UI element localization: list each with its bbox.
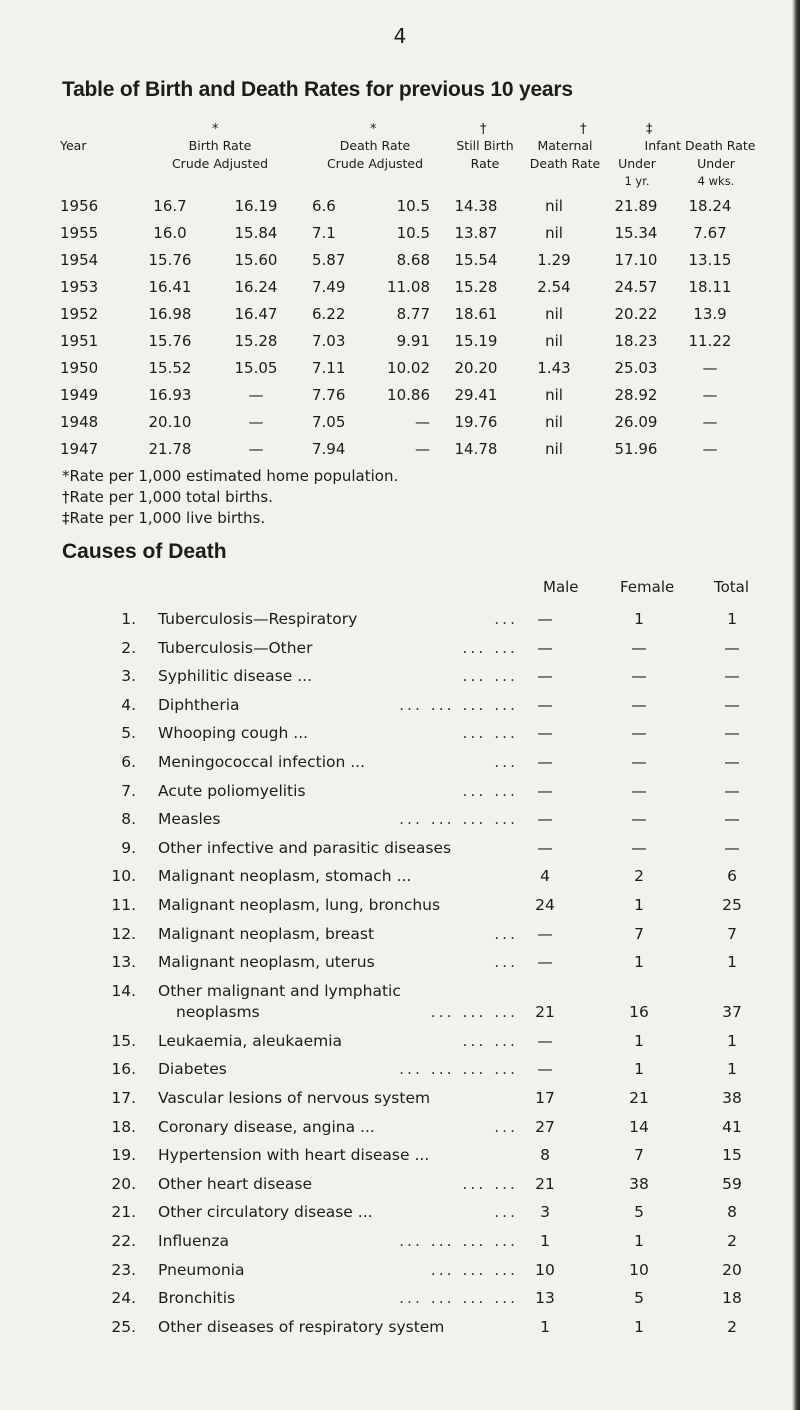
male-value: 13 [535, 1289, 555, 1308]
cause-label: Coronary disease, angina ... [158, 1117, 375, 1136]
male-value: — [537, 1031, 553, 1050]
cause-label: Acute poliomyelitis [158, 781, 306, 800]
total-value: 15 [722, 1146, 742, 1165]
year-cell: 1951 [60, 332, 99, 350]
cause-number: 13. [111, 953, 136, 972]
birth-adjusted-cell: 16.47 [234, 305, 278, 323]
leader-dots: ... [494, 753, 518, 771]
header-under-1yr-sub: 1 yr. [624, 174, 650, 188]
female-value: 1 [634, 896, 644, 914]
total-value: 18 [722, 1289, 742, 1308]
still-birth-cell: 29.41 [454, 386, 498, 404]
table-row [0, 413, 800, 443]
col-male-header: Male [543, 578, 579, 596]
cause-number: 3. [121, 667, 136, 686]
cause-number: 8. [121, 810, 136, 829]
leader-dots: ... ... ... [430, 1260, 518, 1279]
still-birth-cell: 13.87 [454, 224, 498, 242]
header-maternal: Maternal [537, 138, 593, 153]
total-value: 2 [727, 1232, 737, 1250]
birth-crude-cell: 15.76 [148, 251, 192, 269]
female-value: 16 [629, 1002, 649, 1021]
birth-crude-cell: 16.98 [148, 305, 192, 323]
maternal-cell: 1.43 [537, 359, 571, 377]
death-crude-cell: 7.94 [312, 440, 346, 458]
total-value: — [724, 695, 740, 714]
table-row [0, 278, 800, 308]
birth-crude-cell: 21.78 [148, 440, 192, 458]
female-value: 38 [629, 1174, 649, 1193]
infant-mark: ‡ [646, 122, 653, 137]
total-value: 7 [727, 924, 737, 943]
birth-crude-cell: 20.10 [148, 413, 192, 431]
male-value: 3 [540, 1203, 550, 1222]
death-adjusted-cell: — [415, 413, 430, 431]
maternal-cell: nil [545, 197, 563, 215]
cause-label: Meningococcal infection ... [158, 753, 366, 771]
male-value: 17 [535, 1089, 555, 1107]
still-birth-cell: 14.78 [454, 440, 498, 458]
infant-under-1yr-cell: 28.92 [614, 386, 658, 404]
maternal-cell: nil [545, 224, 563, 242]
leader-dots: ... ... ... [430, 1002, 518, 1021]
rates-table-title: Table of Birth and Death Rates for previous 10 years [62, 78, 573, 101]
cause-label: Other infective and parasitic diseases [158, 838, 452, 857]
death-crude-cell: 7.03 [312, 332, 346, 350]
infant-under-1yr-cell: 21.89 [614, 197, 658, 215]
table-row [0, 224, 800, 254]
birth-adjusted-cell: — [248, 386, 264, 404]
leader-dots: ... ... ... ... [399, 1232, 518, 1250]
infant-under-4wks-cell: 11.22 [688, 332, 732, 350]
header-birth-rate: Birth Rate [188, 138, 252, 153]
table-row [0, 359, 800, 389]
header-birth-sub: Crude Adjusted [171, 156, 269, 171]
cause-number: 20. [111, 1174, 136, 1193]
maternal-cell: nil [545, 413, 563, 431]
year-cell: 1949 [60, 386, 99, 404]
still-birth-cell: 15.19 [454, 332, 498, 350]
table-row [0, 305, 800, 335]
death-adjusted-cell: 10.5 [396, 197, 430, 215]
total-value: 37 [722, 1002, 742, 1021]
male-value: 1 [540, 1232, 550, 1250]
cause-label: Other diseases of respiratory system [158, 1317, 445, 1336]
cause-number: 4. [121, 695, 136, 714]
cause-number: 24. [111, 1289, 136, 1308]
birth-crude-cell: 16.0 [153, 224, 187, 242]
female-value: 5 [634, 1289, 644, 1308]
female-value: 10 [629, 1260, 649, 1279]
header-maternal-sub: Death Rate [529, 156, 601, 171]
male-value: — [537, 638, 553, 657]
table-row [0, 332, 800, 362]
maternal-cell: nil [545, 332, 563, 350]
maternal-cell: nil [545, 305, 563, 323]
cause-number: 10. [111, 867, 136, 886]
female-value: — [631, 810, 647, 829]
female-value: — [631, 753, 647, 771]
female-value: — [631, 667, 647, 686]
cause-number: 2. [121, 638, 136, 657]
female-value: 1 [634, 953, 644, 972]
causes-title: Causes of Death [62, 540, 227, 563]
leader-dots: ... [494, 1117, 518, 1136]
leader-dots: ... ... [462, 1174, 518, 1193]
total-value: 1 [727, 1031, 737, 1050]
still-birth-cell: 18.61 [454, 305, 498, 323]
header-still-birth: Still Birth [456, 138, 514, 153]
leader-dots: ... ... ... ... [399, 1289, 518, 1308]
birth-rate-mark: * [212, 122, 219, 137]
year-cell: 1953 [60, 278, 99, 296]
still-birth-cell: 19.76 [454, 413, 498, 431]
cause-number: 25. [111, 1317, 136, 1336]
death-adjusted-cell: 10.02 [387, 359, 430, 377]
cause-label: Malignant neoplasm, breast [158, 924, 375, 943]
total-value: 1 [727, 610, 737, 628]
total-value: 1 [727, 1060, 737, 1079]
total-value: 8 [727, 1203, 737, 1222]
cause-number: 23. [111, 1260, 136, 1279]
header-still-sub: Rate [470, 156, 500, 171]
infant-under-4wks-cell: — [702, 440, 718, 458]
male-value: — [537, 838, 553, 857]
male-value: — [537, 724, 553, 743]
male-value: 10 [535, 1260, 555, 1279]
female-value: 1 [634, 1031, 644, 1050]
male-value: — [537, 753, 553, 771]
leader-dots: ... ... ... ... [399, 1060, 518, 1079]
death-crude-cell: 7.05 [312, 413, 346, 431]
header-under-4wks-sub: 4 wks. [697, 174, 735, 188]
cause-label: Malignant neoplasm, uterus [158, 953, 375, 972]
total-value: — [724, 638, 740, 657]
female-value: — [631, 838, 647, 857]
death-crude-cell: 6.6 [312, 197, 336, 215]
total-value: 25 [722, 896, 742, 914]
maternal-cell: 2.54 [537, 278, 571, 296]
cause-label: Leukaemia, aleukaemia [158, 1031, 343, 1050]
male-value: — [537, 953, 553, 972]
female-value: 7 [634, 924, 644, 943]
leader-dots: ... [494, 1203, 518, 1222]
page-number: 4 [393, 24, 407, 48]
death-adjusted-cell: 11.08 [387, 278, 430, 296]
year-cell: 1952 [60, 305, 99, 323]
leader-dots: ... [494, 610, 518, 628]
cause-label: Vascular lesions of nervous system [158, 1089, 431, 1107]
female-value: — [631, 724, 647, 743]
male-value: — [537, 781, 553, 800]
header-under-4wks: Under [697, 156, 735, 171]
cause-number: 22. [111, 1232, 136, 1250]
footnote-total-births: †Rate per 1,000 total births. [62, 488, 273, 506]
male-value: — [537, 810, 553, 829]
male-value: — [537, 924, 553, 943]
infant-under-1yr-cell: 25.03 [614, 359, 658, 377]
infant-under-1yr-cell: 18.23 [614, 332, 658, 350]
total-value: — [724, 781, 740, 800]
cause-number: 16. [111, 1060, 136, 1079]
cause-label: Malignant neoplasm, stomach ... [158, 867, 412, 886]
death-crude-cell: 7.11 [312, 359, 346, 377]
female-value: 1 [634, 1317, 644, 1336]
year-cell: 1956 [60, 197, 99, 215]
maternal-cell: nil [545, 386, 563, 404]
total-value: — [724, 667, 740, 686]
leader-dots: ... ... [462, 667, 518, 686]
cause-label: Influenza [158, 1232, 229, 1250]
female-value: — [631, 638, 647, 657]
header-year: Year [60, 138, 87, 153]
table-row [0, 440, 800, 470]
col-total-header: Total [714, 578, 750, 596]
cause-number: 21. [111, 1203, 136, 1222]
male-value: — [537, 1060, 553, 1079]
cause-label: Measles [158, 810, 221, 829]
total-value: — [724, 753, 740, 771]
infant-under-1yr-cell: 26.09 [614, 413, 658, 431]
total-value: 6 [727, 867, 737, 886]
birth-crude-cell: 16.41 [148, 278, 192, 296]
cause-number: 1. [121, 610, 136, 628]
header-death-sub: Crude Adjusted [326, 156, 424, 171]
cause-label: Hypertension with heart disease ... [158, 1146, 430, 1165]
cause-number: 18. [111, 1117, 136, 1136]
total-value: 41 [722, 1117, 742, 1136]
infant-under-4wks-cell: 7.67 [693, 224, 727, 242]
male-value: 4 [540, 867, 550, 886]
death-adjusted-cell: 8.68 [396, 251, 430, 269]
birth-adjusted-cell: — [248, 413, 264, 431]
year-cell: 1947 [60, 440, 99, 458]
infant-under-4wks-cell: — [702, 413, 718, 431]
leader-dots: ... ... ... ... [399, 695, 518, 714]
death-crude-cell: 6.22 [312, 305, 346, 323]
cause-label-continued: neoplasms [176, 1002, 260, 1021]
maternal-cell: nil [545, 440, 563, 458]
year-cell: 1948 [60, 413, 99, 431]
male-value: 21 [535, 1002, 555, 1021]
female-value: — [631, 695, 647, 714]
total-value: 59 [722, 1174, 742, 1193]
death-rate-mark: * [370, 122, 377, 137]
cause-number: 9. [121, 838, 136, 857]
still-birth-cell: 15.28 [454, 278, 498, 296]
leader-dots: ... ... [462, 1031, 518, 1050]
male-value: — [537, 695, 553, 714]
female-value: — [631, 781, 647, 800]
male-value: 21 [535, 1174, 555, 1193]
birth-crude-cell: 16.93 [148, 386, 192, 404]
birth-crude-cell: 15.52 [148, 359, 192, 377]
death-crude-cell: 7.49 [312, 278, 346, 296]
birth-adjusted-cell: 15.05 [234, 359, 278, 377]
infant-under-4wks-cell: 13.9 [693, 305, 727, 323]
birth-adjusted-cell: 16.24 [234, 278, 278, 296]
header-infant-death: Infant Death Rate [644, 138, 756, 153]
still-birth-mark: † [480, 122, 487, 137]
male-value: 8 [540, 1146, 550, 1165]
birth-adjusted-cell: 15.84 [234, 224, 278, 242]
still-birth-cell: 14.38 [454, 197, 498, 215]
female-value: 21 [629, 1089, 649, 1107]
infant-under-4wks-cell: 13.15 [688, 251, 732, 269]
death-adjusted-cell: 10.5 [396, 224, 430, 242]
still-birth-cell: 15.54 [454, 251, 498, 269]
footnote-live-births: ‡Rate per 1,000 live births. [62, 509, 266, 527]
infant-under-1yr-cell: 20.22 [614, 305, 658, 323]
table-row [0, 386, 800, 416]
infant-under-1yr-cell: 17.10 [614, 251, 658, 269]
cause-label: Tuberculosis—Respiratory [158, 610, 358, 628]
death-adjusted-cell: 8.77 [396, 305, 430, 323]
male-value: 27 [535, 1117, 555, 1136]
birth-adjusted-cell: 16.19 [234, 197, 278, 215]
leader-dots: ... ... [462, 638, 518, 657]
infant-under-1yr-cell: 24.57 [614, 278, 658, 296]
cause-label: Whooping cough ... [158, 724, 309, 743]
cause-label: Malignant neoplasm, lung, bronchus [158, 896, 441, 914]
birth-adjusted-cell: 15.28 [234, 332, 278, 350]
birth-adjusted-cell: — [248, 440, 264, 458]
cause-label: Tuberculosis—Other [158, 638, 313, 657]
male-value: 1 [540, 1317, 550, 1336]
infant-under-4wks-cell: 18.11 [688, 278, 732, 296]
total-value: — [724, 838, 740, 857]
header-under-1yr: Under [618, 156, 656, 171]
birth-crude-cell: 15.76 [148, 332, 192, 350]
female-value: 14 [629, 1117, 649, 1136]
leader-dots: ... ... [462, 781, 518, 800]
male-value: 24 [535, 896, 555, 914]
infant-under-4wks-cell: — [702, 386, 718, 404]
cause-number: 15. [111, 1031, 136, 1050]
cause-number: 17. [111, 1089, 136, 1107]
cause-number: 5. [121, 724, 136, 743]
death-crude-cell: 7.1 [312, 224, 336, 242]
still-birth-cell: 20.20 [454, 359, 498, 377]
table-row [0, 251, 800, 281]
total-value: 20 [722, 1260, 742, 1279]
year-cell: 1954 [60, 251, 99, 269]
death-adjusted-cell: 10.86 [387, 386, 430, 404]
female-value: 7 [634, 1146, 644, 1165]
cause-number: 19. [111, 1146, 136, 1165]
cause-label: Other circulatory disease ... [158, 1203, 373, 1222]
total-value: — [724, 724, 740, 743]
male-value: — [537, 667, 553, 686]
leader-dots: ... ... ... ... [399, 810, 518, 829]
cause-number: 6. [121, 753, 136, 771]
cause-number: 12. [111, 924, 136, 943]
birth-adjusted-cell: 15.60 [234, 251, 278, 269]
maternal-cell: 1.29 [537, 251, 571, 269]
total-value: 38 [722, 1089, 742, 1107]
cause-label: Diabetes [158, 1060, 227, 1079]
cause-label: Other heart disease [158, 1174, 313, 1193]
footnote-home-population: *Rate per 1,000 estimated home population. [62, 467, 399, 485]
female-value: 1 [634, 1060, 644, 1079]
cause-label: Syphilitic disease ... [158, 667, 313, 686]
leader-dots: ... [494, 953, 518, 972]
year-cell: 1950 [60, 359, 99, 377]
total-value: 1 [727, 953, 737, 972]
cause-number: 11. [111, 896, 136, 914]
cause-label: Diphtheria [158, 695, 240, 714]
death-adjusted-cell: — [415, 440, 430, 458]
year-cell: 1955 [60, 224, 99, 242]
female-value: 5 [634, 1203, 644, 1222]
table-row [0, 197, 800, 227]
infant-under-1yr-cell: 15.34 [614, 224, 658, 242]
female-value: 1 [634, 610, 644, 628]
death-crude-cell: 7.76 [312, 386, 346, 404]
cause-number: 14. [111, 981, 136, 1000]
female-value: 2 [634, 867, 644, 886]
birth-crude-cell: 16.7 [153, 197, 187, 215]
header-death-rate: Death Rate [339, 138, 411, 153]
male-value: — [537, 610, 553, 628]
leader-dots: ... [494, 924, 518, 943]
total-value: 2 [727, 1317, 737, 1336]
cause-number: 7. [121, 781, 136, 800]
cause-label: Pneumonia [158, 1260, 245, 1279]
infant-under-4wks-cell: 18.24 [688, 197, 732, 215]
leader-dots: ... ... [462, 724, 518, 743]
death-adjusted-cell: 9.91 [396, 332, 430, 350]
infant-under-4wks-cell: — [702, 359, 718, 377]
cause-label: Other malignant and lymphatic [158, 981, 401, 1000]
total-value: — [724, 810, 740, 829]
cause-label: Bronchitis [158, 1289, 236, 1308]
death-crude-cell: 5.87 [312, 251, 346, 269]
maternal-mark: † [580, 122, 587, 137]
infant-under-1yr-cell: 51.96 [614, 440, 658, 458]
female-value: 1 [634, 1232, 644, 1250]
col-female-header: Female [620, 578, 675, 596]
